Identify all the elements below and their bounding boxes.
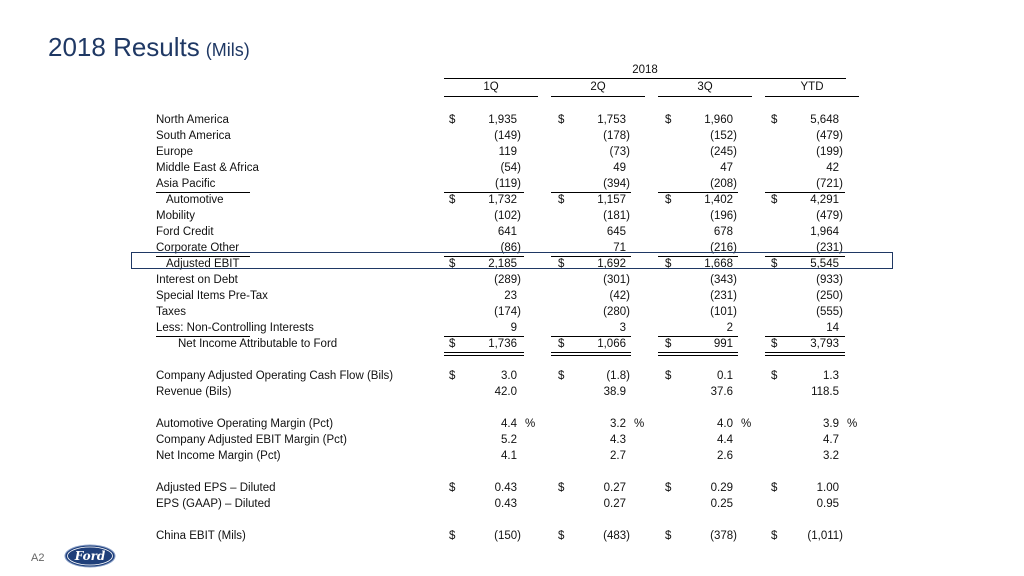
cell-value: (1.8)	[606, 370, 630, 382]
row-label: Ford Credit	[156, 226, 214, 238]
table-row	[0, 304, 1024, 320]
cell-value: 4.4	[501, 418, 517, 430]
row-label: Europe	[156, 146, 194, 158]
cell-value: 0.25	[710, 498, 733, 510]
page-title-unit: (Mils)	[205, 40, 250, 60]
table-row	[0, 416, 1024, 432]
column-header-rule	[551, 96, 645, 97]
cell-value: (178)	[603, 130, 630, 142]
cell-value: 2.7	[610, 450, 626, 462]
row-label: Taxes	[156, 306, 187, 318]
table-row	[0, 208, 1024, 224]
dollar-sign: $	[449, 530, 456, 542]
cell-value: 3,793	[810, 338, 839, 350]
cell-value: 119	[498, 146, 517, 158]
cell-value: (199)	[816, 146, 843, 158]
row-label: Adjusted EPS – Diluted	[156, 482, 276, 494]
row-label: South America	[156, 130, 231, 142]
year-header-rule	[444, 78, 846, 79]
cell-value: 1.00	[816, 482, 839, 494]
table-row	[0, 384, 1024, 400]
cell-value: (1,011)	[807, 530, 843, 542]
dollar-sign: $	[558, 370, 565, 382]
row-label: Net Income Attributable to Ford	[178, 338, 338, 350]
cell-value: 0.95	[816, 498, 839, 510]
cell-value: (54)	[500, 162, 521, 174]
dollar-sign: $	[449, 258, 456, 270]
cell-value: 3.2	[823, 450, 839, 462]
cell-value: 9	[510, 322, 517, 334]
cell-value: 2	[726, 322, 733, 334]
cell-value: 645	[606, 226, 626, 238]
table-row	[0, 128, 1024, 144]
cell-value: (479)	[816, 210, 843, 222]
cell-value: (394)	[603, 178, 630, 190]
cell-value: (216)	[710, 242, 737, 254]
page-title-text: 2018 Results	[48, 32, 200, 62]
cell-value: 0.27	[603, 482, 626, 494]
cell-value: 2.6	[717, 450, 733, 462]
dollar-sign: $	[558, 338, 565, 350]
cell-value: 0.1	[717, 370, 733, 382]
cell-value: (196)	[710, 210, 737, 222]
cell-value: (152)	[710, 130, 737, 142]
dollar-sign: $	[558, 482, 565, 494]
row-label: Company Adjusted EBIT Margin (Pct)	[156, 434, 347, 446]
row-label: EPS (GAAP) – Diluted	[156, 498, 271, 510]
cell-value: (231)	[710, 290, 737, 302]
cell-value: (174)	[494, 306, 521, 318]
cell-value: (280)	[603, 306, 630, 318]
dollar-sign: $	[771, 370, 778, 382]
cell-value: 1,753	[597, 114, 626, 126]
table-row	[0, 448, 1024, 464]
row-label: Middle East & Africa	[156, 162, 259, 174]
year-header: 2018	[632, 64, 658, 76]
cell-value: 4.4	[717, 434, 733, 446]
row-label: Asia Pacific	[156, 178, 216, 190]
cell-value: 118.5	[811, 386, 839, 398]
cell-value: 0.43	[494, 498, 517, 510]
cell-value: (119)	[495, 178, 521, 190]
column-header-ytd: YTD	[800, 81, 824, 93]
dollar-sign: $	[665, 482, 672, 494]
row-label: North America	[156, 114, 229, 126]
dollar-sign: $	[771, 258, 778, 270]
column-header-rule	[658, 96, 752, 97]
table-row	[0, 480, 1024, 496]
row-label: Mobility	[156, 210, 195, 222]
cell-value: (245)	[710, 146, 737, 158]
percent-sign: %	[525, 418, 536, 430]
cell-value: 1,960	[704, 114, 733, 126]
cell-value: 4.3	[610, 434, 626, 446]
cell-value: (479)	[816, 130, 843, 142]
cell-value: (208)	[710, 178, 737, 190]
cell-value: (483)	[603, 530, 630, 542]
cell-value: (933)	[816, 274, 843, 286]
cell-value: 1,732	[488, 194, 517, 206]
cell-value: 5,648	[810, 114, 839, 126]
dollar-sign: $	[558, 194, 565, 206]
cell-value: (378)	[710, 530, 737, 542]
cell-value: (73)	[609, 146, 630, 158]
cell-value: (101)	[710, 306, 737, 318]
cell-value: 38.9	[603, 386, 626, 398]
table-row	[0, 432, 1024, 448]
dollar-sign: $	[449, 114, 456, 126]
column-header-2q: 2Q	[590, 81, 606, 93]
percent-sign: %	[741, 418, 752, 430]
cell-value: 1,668	[704, 258, 733, 270]
cell-value: (250)	[816, 290, 843, 302]
cell-value: (289)	[494, 274, 521, 286]
dollar-sign: $	[771, 338, 778, 350]
cell-value: (102)	[494, 210, 521, 222]
cell-value: 71	[613, 242, 626, 254]
dollar-sign: $	[771, 114, 778, 126]
dollar-sign: $	[558, 114, 565, 126]
row-label: Automotive	[166, 194, 224, 206]
cell-value: 3.9	[823, 418, 839, 430]
cell-value: (231)	[816, 242, 843, 254]
cell-value: 37.6	[710, 386, 733, 398]
total-double-rule	[765, 352, 845, 356]
dollar-sign: $	[665, 114, 672, 126]
dollar-sign: $	[665, 258, 672, 270]
cell-value: 1,066	[597, 338, 626, 350]
cell-value: (150)	[494, 530, 521, 542]
row-label: Net Income Margin (Pct)	[156, 450, 281, 462]
dollar-sign: $	[771, 530, 778, 542]
adjusted-ebit-highlight	[131, 252, 893, 269]
dollar-sign: $	[558, 530, 565, 542]
cell-value: 1,402	[704, 194, 733, 206]
cell-value: 991	[713, 338, 733, 350]
cell-value: 2,185	[488, 258, 517, 270]
total-double-rule	[658, 352, 738, 356]
cell-value: 1,736	[488, 338, 517, 350]
cell-value: 3.0	[501, 370, 517, 382]
column-header-rule	[444, 96, 538, 97]
dollar-sign: $	[449, 370, 456, 382]
cell-value: 23	[504, 290, 517, 302]
row-label: Special Items Pre-Tax	[156, 290, 268, 302]
total-double-rule	[444, 352, 524, 356]
row-label: Adjusted EBIT	[166, 258, 240, 270]
cell-value: (555)	[816, 306, 843, 318]
cell-value: 641	[497, 226, 517, 238]
table-row	[0, 176, 1024, 192]
cell-value: 42.0	[494, 386, 517, 398]
dollar-sign: $	[449, 338, 456, 350]
page-number: A2	[31, 552, 45, 564]
cell-value: 3.2	[610, 418, 626, 430]
table-row	[0, 368, 1024, 384]
cell-value: 0.27	[603, 498, 626, 510]
table-row	[0, 192, 1024, 208]
cell-value: 42	[826, 162, 839, 174]
percent-sign: %	[847, 418, 858, 430]
dollar-sign: $	[771, 482, 778, 494]
cell-value: 5,545	[810, 258, 839, 270]
svg-text:Ford: Ford	[74, 549, 106, 563]
cell-value: (301)	[603, 274, 630, 286]
cell-value: 1,692	[597, 258, 626, 270]
cell-value: 0.29	[710, 482, 733, 494]
cell-value: (343)	[710, 274, 737, 286]
cell-value: 4,291	[810, 194, 839, 206]
cell-value: 5.2	[501, 434, 517, 446]
table-row	[0, 496, 1024, 512]
row-label: Revenue (Bils)	[156, 386, 232, 398]
cell-value: 1,935	[488, 114, 517, 126]
table-row	[0, 112, 1024, 128]
row-label: Less: Non-Controlling Interests	[156, 322, 314, 334]
dollar-sign: $	[449, 482, 456, 494]
table-row	[0, 528, 1024, 544]
cell-value: 3	[619, 322, 626, 334]
table-row	[0, 224, 1024, 240]
table-row	[0, 288, 1024, 304]
percent-sign: %	[634, 418, 645, 430]
cell-value: 1.3	[823, 370, 839, 382]
table-row	[0, 272, 1024, 288]
dollar-sign: $	[665, 370, 672, 382]
cell-value: 4.0	[717, 418, 733, 430]
ford-logo	[64, 544, 116, 573]
column-header-3q: 3Q	[697, 81, 713, 93]
cell-value: (181)	[603, 210, 630, 222]
dollar-sign: $	[665, 530, 672, 542]
cell-value: 4.1	[501, 450, 517, 462]
column-header-1q: 1Q	[483, 81, 499, 93]
row-label: Automotive Operating Margin (Pct)	[156, 418, 334, 430]
dollar-sign: $	[665, 194, 672, 206]
table-row	[0, 144, 1024, 160]
cell-value: (721)	[816, 178, 843, 190]
cell-value: 1,964	[810, 226, 839, 238]
table-row	[0, 320, 1024, 336]
cell-value: 1,157	[597, 194, 626, 206]
dollar-sign: $	[665, 338, 672, 350]
row-label: Corporate Other	[156, 242, 240, 254]
table-row	[0, 336, 1024, 352]
row-label: Company Adjusted Operating Cash Flow (Bils)	[156, 370, 394, 382]
total-double-rule	[551, 352, 631, 356]
cell-value: 14	[826, 322, 839, 334]
column-header-rule	[765, 96, 859, 97]
cell-value: (42)	[609, 290, 630, 302]
cell-value: 49	[613, 162, 626, 174]
dollar-sign: $	[771, 194, 778, 206]
cell-value: (149)	[494, 130, 521, 142]
cell-value: 0.43	[494, 482, 517, 494]
cell-value: (86)	[500, 242, 521, 254]
cell-value: 678	[713, 226, 733, 238]
dollar-sign: $	[558, 258, 565, 270]
row-label: China EBIT (Mils)	[156, 530, 246, 542]
dollar-sign: $	[449, 194, 456, 206]
page-title	[48, 32, 250, 63]
cell-value: 4.7	[823, 434, 839, 446]
row-label: Interest on Debt	[156, 274, 238, 286]
cell-value: 47	[720, 162, 733, 174]
table-row	[0, 160, 1024, 176]
